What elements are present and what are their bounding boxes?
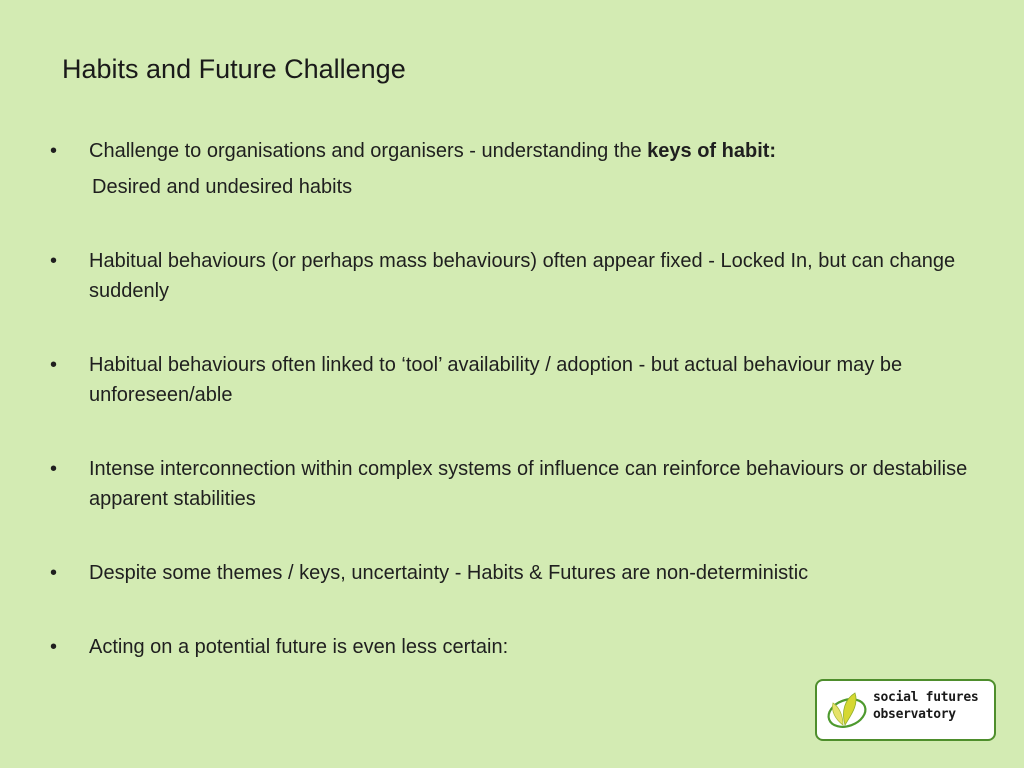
bullet-subline: Desired and undesired habits xyxy=(92,176,353,198)
bullet-text: Despite some themes / keys, uncertainty - Habits & Futures are non-deterministic xyxy=(89,562,809,584)
bullet-marker: • xyxy=(50,354,58,376)
bullet-marker: • xyxy=(50,562,58,584)
logo-line-2: observatory xyxy=(873,707,956,722)
bullet-text: Habitual behaviours (or perhaps mass behaviours) often appear fixed - Locked In, but can change suddenly xyxy=(89,250,956,302)
bullet-marker: • xyxy=(50,250,58,272)
bullet-list xyxy=(50,136,970,706)
slide-title: Habits and Future Challenge xyxy=(62,54,406,84)
leaf-swirl-icon xyxy=(825,687,869,733)
bullet-text: Habitual behaviours often linked to ‘tool’ availability / adoption - but actual behaviour may be unforeseen/able xyxy=(89,354,903,406)
social-futures-observatory-logo xyxy=(815,679,996,741)
bullet-emphasis: keys of habit: xyxy=(647,140,777,162)
bullet-marker: • xyxy=(50,636,58,658)
bullet-item xyxy=(50,350,970,410)
bullet-item xyxy=(50,454,970,514)
bullet-marker: • xyxy=(50,140,58,162)
bullet-text: Intense interconnection within complex systems of influence can reinforce behaviours or destabilise apparent stabilities xyxy=(89,458,968,510)
bullet-text: Challenge to organisations and organisers - understanding the xyxy=(89,140,648,162)
bullet-item xyxy=(50,632,970,662)
bullet-item xyxy=(50,136,970,202)
bullet-item xyxy=(50,558,970,588)
logo-wordmark xyxy=(873,689,978,723)
logo-line-1: social futures xyxy=(873,690,979,705)
bullet-text: Acting on a potential future is even less certain: xyxy=(89,636,509,658)
bullet-marker: • xyxy=(50,458,58,480)
bullet-item xyxy=(50,246,970,306)
